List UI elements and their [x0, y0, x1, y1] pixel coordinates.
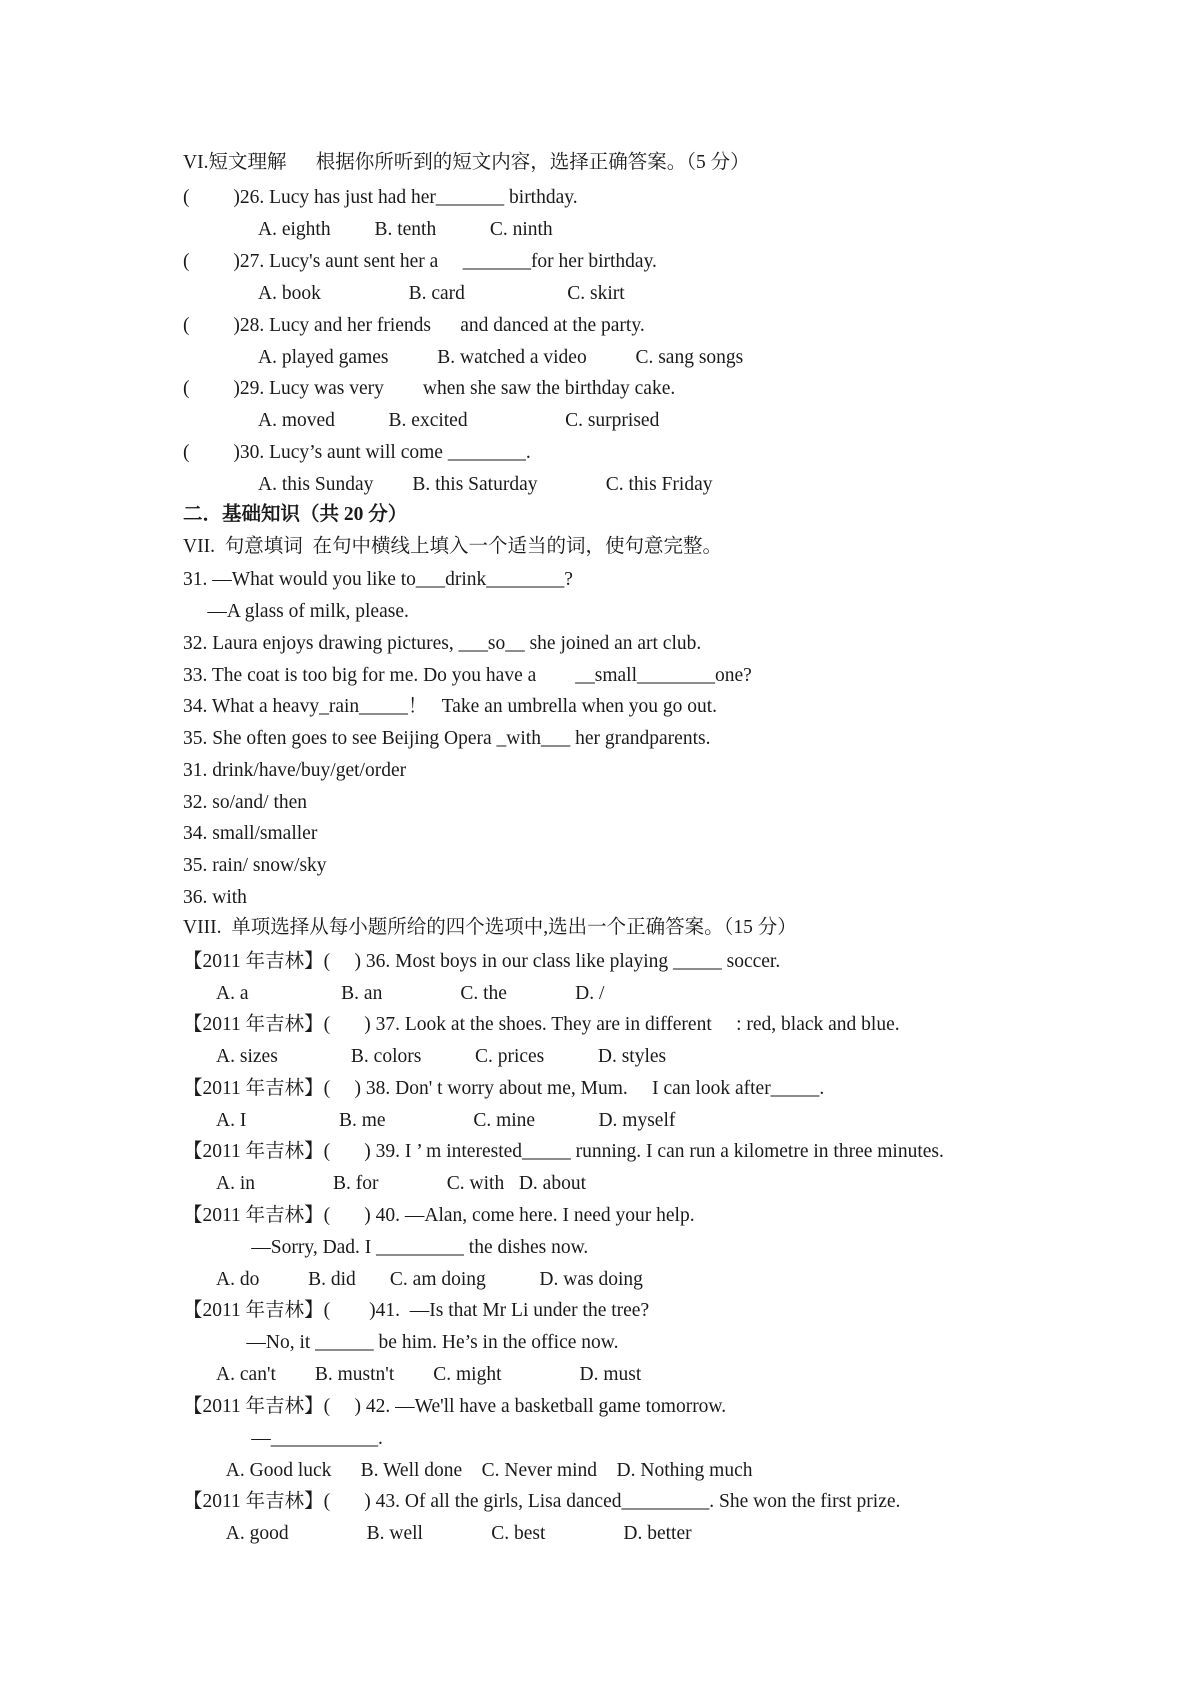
viii-question-continued: —Sorry, Dad. I _________ the dishes now. — [183, 1237, 589, 1258]
question-28-options: A. played games B. watched a video C. sang songs — [258, 347, 744, 368]
vii-line: 35. She often goes to see Beijing Opera _with___ her grandparents. — [183, 728, 711, 749]
viii-question-continued: —___________. — [183, 1428, 383, 1449]
vii-answer: 36. with — [183, 887, 247, 908]
viii-question: 【2011 年吉林】( ) 39. I ’ m interested_____ running. I can run a kilometre in three minutes. — [183, 1141, 944, 1162]
question-26-options: A. eighth B. tenth C. ninth — [258, 219, 553, 240]
part-two-heading: 二．基础知识（共 20 分） — [183, 504, 408, 525]
viii-question: 【2011 年吉林】( )41. —Is that Mr Li under the tree? — [183, 1300, 650, 1321]
question-26-stem: ( )26. Lucy has just had her_______ birthday. — [183, 187, 578, 208]
viii-question: 【2011 年吉林】( ) 43. Of all the girls, Lisa danced_________. She won the first prize. — [183, 1491, 901, 1512]
vii-answer: 32. so/and/ then — [183, 792, 308, 813]
vii-line: 31. —What would you like to___drink________? — [183, 569, 573, 590]
question-29-stem: ( )29. Lucy was very when she saw the birthday cake. — [183, 378, 676, 399]
question-28-stem: ( )28. Lucy and her friends and danced at the party. — [183, 315, 645, 336]
question-27-options: A. book B. card C. skirt — [258, 283, 625, 304]
viii-question-continued: —No, it ______ be him. He’s in the office now. — [183, 1332, 619, 1353]
question-30-options: A. this Sunday B. this Saturday C. this Friday — [258, 474, 713, 495]
viii-options: A. a B. an C. the D. / — [183, 983, 605, 1004]
viii-question: 【2011 年吉林】( ) 42. —We'll have a basketball game tomorrow. — [183, 1396, 727, 1417]
viii-question: 【2011 年吉林】( ) 36. Most boys in our class like playing _____ soccer. — [183, 951, 781, 972]
viii-options: A. can't B. mustn't C. might D. must — [183, 1364, 642, 1385]
vii-line: 33. The coat is too big for me. Do you have a __small________one? — [183, 665, 752, 686]
vii-answer: 35. rain/ snow/sky — [183, 855, 327, 876]
vii-line: —A glass of milk, please. — [183, 601, 409, 622]
question-30-stem: ( )30. Lucy’s aunt will come ________. — [183, 442, 531, 463]
viii-question: 【2011 年吉林】( ) 40. —Alan, come here. I need your help. — [183, 1205, 695, 1226]
viii-options: A. sizes B. colors C. prices D. styles — [183, 1046, 667, 1067]
viii-options: A. in B. for C. with D. about — [183, 1173, 586, 1194]
question-27-stem: ( )27. Lucy's aunt sent her a _______for her birthday. — [183, 251, 657, 272]
vii-line: 32. Laura enjoys drawing pictures, ___so__ she joined an art club. — [183, 633, 702, 654]
section-viii-heading: VIII. 单项选择从每小题所给的四个选项中,选出一个正确答案。（15 分） — [183, 917, 797, 938]
vii-answer: 34. small/smaller — [183, 823, 318, 844]
viii-options: A. do B. did C. am doing D. was doing — [183, 1269, 643, 1290]
vii-answer: 31. drink/have/buy/get/order — [183, 760, 407, 781]
question-29-options: A. moved B. excited C. surprised — [258, 410, 660, 431]
viii-options: A. good B. well C. best D. better — [183, 1523, 692, 1544]
section-vi-heading: VI.短文理解 根据你所听到的短文内容，选择正确答案。（5 分） — [183, 152, 750, 173]
section-vii-heading: VII. 句意填词 在句中横线上填入一个适当的词，使句意完整。 — [183, 536, 722, 557]
viii-question: 【2011 年吉林】( ) 38. Don' t worry about me, Mum. I can look after_____. — [183, 1078, 825, 1099]
viii-question: 【2011 年吉林】( ) 37. Look at the shoes. They are in different : red, black and blue. — [183, 1014, 900, 1035]
vii-line: 34. What a heavy_rain_____！ Take an umbrella when you go out. — [183, 696, 718, 717]
viii-options: A. I B. me C. mine D. myself — [183, 1110, 676, 1131]
viii-options: A. Good luck B. Well done C. Never mind D. Nothing much — [183, 1460, 753, 1481]
